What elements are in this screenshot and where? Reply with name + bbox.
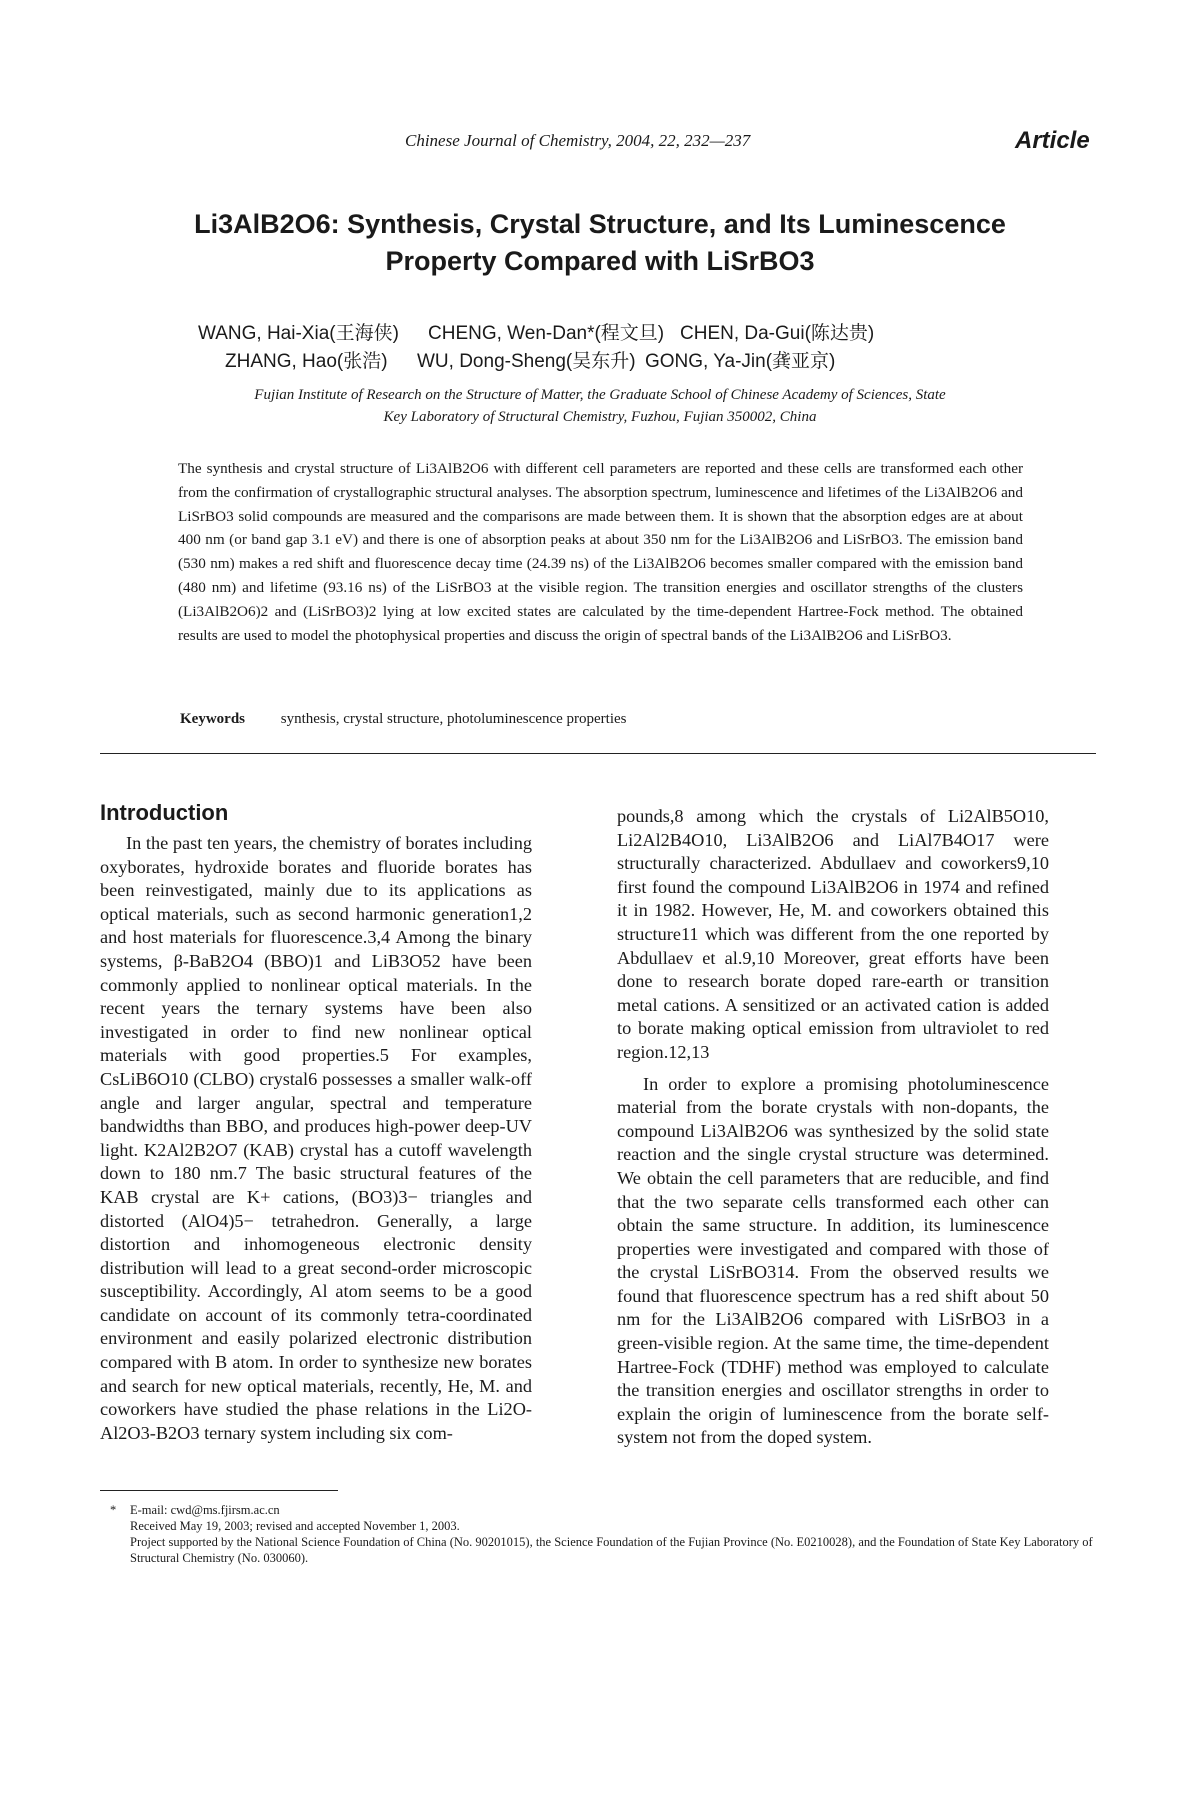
keywords-text: synthesis, crystal structure, photoluminescence properties bbox=[280, 711, 627, 727]
right-column bbox=[617, 805, 1049, 1450]
section-divider bbox=[100, 753, 1096, 754]
section-heading: Introduction bbox=[100, 800, 229, 825]
abstract bbox=[178, 457, 1023, 647]
affiliation bbox=[120, 384, 1080, 428]
author: GONG, Ya-Jin(龚亚京) bbox=[645, 351, 836, 372]
footnotes bbox=[110, 1502, 1100, 1566]
title-line-1: Li3AlB2O6: Synthesis, Crystal Structure, and Its Luminescence bbox=[194, 209, 1006, 239]
author: CHEN, Da-Gui(陈达贵) bbox=[680, 323, 875, 344]
article-type-label: Article bbox=[1015, 127, 1090, 154]
footnote-divider bbox=[100, 1490, 338, 1491]
intro-paragraph-1: In the past ten years, the chemistry of borates including oxyborates, hydroxide borates and fluoride borates has been reinvestigated, mainly due to its applications as optical materials, such as second harmonic generation1,2 and host materials for fluorescence.3,4 Among the binary systems, β-BaB2O4 (BBO)1 and LiB3O52 have been commonly applied to nonlinear optical materials. In the recent years the ternary systems have been also investigated in order to find new nonlinear optical materials with good properties.5 For examples, CsLiB6O10 (CLBO) crystal6 possesses a smaller walk-off angle and larger angular, spectral and temperature bandwidths than BBO, and produces high-power deep-UV light. K2Al2B2O7 (KAB) crystal has a cutoff wavelength down to 180 nm.7 The basic structural features of the KAB crystal are K+ cations, (BO3)3− triangles and distorted (AlO4)5− tetrahedron. Generally, a large distortion and inhomogeneous electronic density distribution will lead to a great second-order microscopic susceptibility. Accordingly, Al atom seems to be a good candidate on account of its commonly tetra-coordinated environment and easily polarized electronic distribution compared with B atom. In order to synthesize new borates and search for new optical materials, recently, He, M. and coworkers have studied the phase relations in the Li2O-Al2O3-B2O3 ternary system including six com- bbox=[100, 833, 532, 1443]
paper-title bbox=[100, 206, 1100, 280]
intro-paragraph-3: In order to explore a promising photoluminescence material from the borate crystals with non-dopants, the compound Li3AlB2O6 was synthesized by the solid state reaction and the single crystal structure was determined. We obtain the cell parameters that are reducible, and find that the two separate cells transformed each other can obtain the same structure. In addition, its luminescence properties were investigated and compared with those of the crystal LiSrBO314. From the observed results we found that fluorescence spectrum has a red shift about 50 nm for the Li3AlB2O6 compared with LiSrBO3 in a green-visible region. At the same time, the time-dependent Hartree-Fock (TDHF) method was employed to calculate the transition energies and oscillator strengths in order to explain the origin of luminescence from the borate self-system not from the doped system. bbox=[617, 1073, 1049, 1448]
footnote-funding: Project supported by the National Science Foundation of China (No. 90201015), the Science Foundation of the Fujian Province (No. E0210028), and the Foundation of State Key Laboratory of Structural Chemistry (No. 030060). bbox=[130, 1535, 1093, 1565]
affiliation-line-1: Fujian Institute of Research on the Structure of Matter, the Graduate School of Chinese Academy of Sciences, State bbox=[254, 387, 946, 403]
footnote-email: E-mail: cwd@ms.fjirsm.ac.cn bbox=[130, 1503, 280, 1517]
abstract-text: The synthesis and crystal structure of Li3AlB2O6 with different cell parameters are reported and these cells are transformed each other from the confirmation of crystallographic structural analyses. The absorption spectrum, luminescence and lifetimes of the Li3AlB2O6 and LiSrBO3 solid compounds are measured and the comparisons are made between them. It is shown that the absorption edges are at about 400 nm (or band gap 3.1 eV) and there is one of absorption peaks at about 350 nm for the Li3AlB2O6 and LiSrBO3. The emission band (530 nm) makes a red shift and fluorescence decay time (24.39 ns) of the Li3AlB2O6 becomes smaller compared with the emission band (480 nm) and lifetime (93.16 ns) of the LiSrBO3 at the visible region. The transition energies and oscillator strengths of the clusters (Li3AlB2O6)2 and (LiSrBO3)2 lying at low excited states are calculated by the time-dependent Hartree-Fock method. The obtained results are used to model the photophysical properties and discuss the origin of spectral bands of the Li3AlB2O6 and LiSrBO3. bbox=[178, 460, 1023, 644]
author: ZHANG, Hao(张浩) bbox=[225, 351, 388, 372]
author: WANG, Hai-Xia(王海侠) bbox=[198, 323, 399, 344]
affiliation-line-2: Key Laboratory of Structural Chemistry, Fuzhou, Fujian 350002, China bbox=[383, 409, 817, 425]
author: WU, Dong-Sheng(吴东升) bbox=[417, 351, 636, 372]
left-column bbox=[100, 832, 532, 1445]
title-line-2: Property Compared with LiSrBO3 bbox=[385, 246, 815, 276]
footnote-bullet: * bbox=[110, 1503, 117, 1517]
journal-citation: Chinese Journal of Chemistry, 2004, 22, 232—237 bbox=[405, 131, 751, 150]
keywords-label: Keywords bbox=[180, 711, 245, 727]
keywords bbox=[180, 711, 627, 728]
footnote-received: Received May 19, 2003; revised and accepted November 1, 2003. bbox=[130, 1519, 460, 1533]
intro-paragraph-2: pounds,8 among which the crystals of Li2AlB5O10, Li2Al2B4O10, Li3AlB2O6 and LiAl7B4O17 were structurally characterized. Abdullaev and coworkers9,10 first found the compound Li3AlB2O6 in 1974 and refined it in 1982. However, He, M. and coworkers obtained this structure11 which was different from the one reported by Abdullaev et al.9,10 Moreover, great efforts have been done to research borate doped rare-earth or transition metal cations. A sensitized or an activated cation is added to borate making optical emission from ultraviolet to red region.12,13 bbox=[617, 806, 1049, 1062]
author: CHENG, Wen-Dan*(程文旦) bbox=[428, 323, 665, 344]
